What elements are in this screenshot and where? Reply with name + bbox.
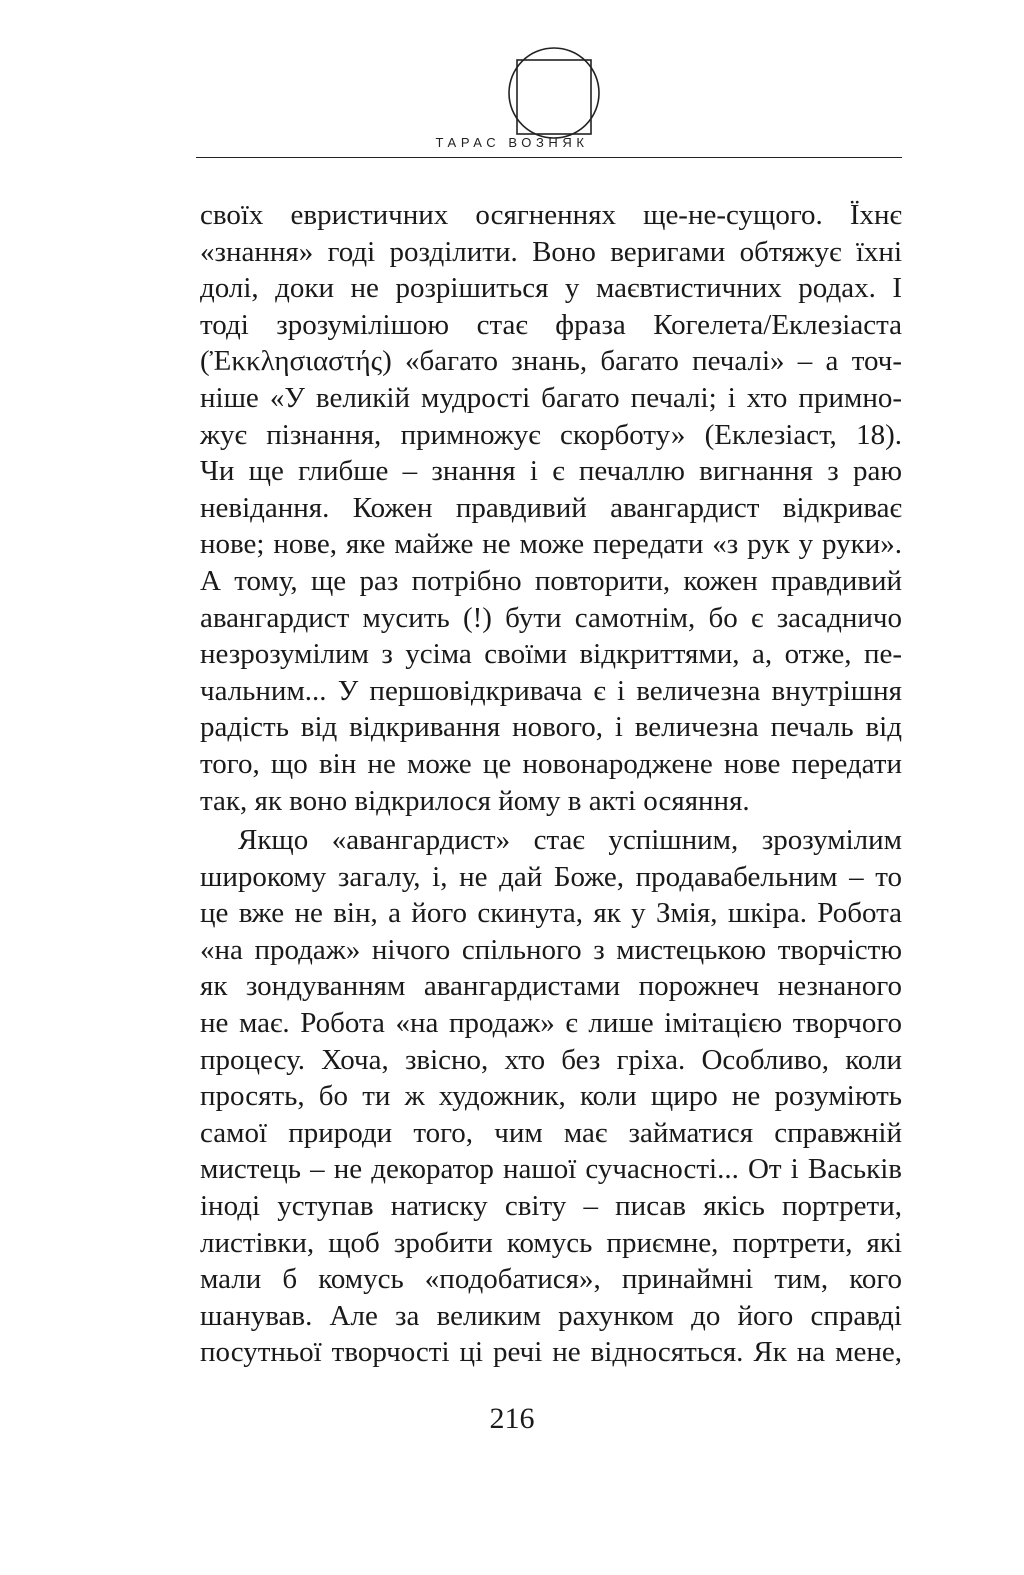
paragraph — [200, 197, 902, 819]
text-line: процесу. Хоча, звісно, хто без гріха. Особливо, коли — [200, 1043, 902, 1076]
text-line: просять, бо ти ж художник, коли щиро не розуміють — [200, 1080, 902, 1113]
text-line: Якщо «авангардист» стає успішним, зрозумілим — [238, 824, 902, 857]
text-line: того, що він не може це новонароджене нове передати — [200, 747, 902, 780]
text-line: радість від відкривання нового, і величезна печаль від — [200, 711, 902, 744]
text-line: це вже не він, а його скинута, як у Змія, шкіра. Робота — [200, 897, 902, 930]
text-line: так, як воно відкрилося йому в акті осяяння. — [200, 784, 750, 817]
text-line: жує пізнання, примножує скорботу» (Еклезіаст, 18). — [200, 418, 902, 451]
text-line: посутньої творчості ці речі не відносяться. Як на мене, — [200, 1336, 902, 1369]
text-line: ніше «У великій мудрості багато печалі; і хто примно- — [200, 381, 902, 414]
text-line: чальним... У першовідкривача є і величезна внутрішня — [200, 674, 902, 707]
circle-square-emblem-icon — [505, 44, 603, 142]
paragraph — [200, 822, 902, 1371]
text-line: долі, доки не розрішиться у маєвтистичних родах. І — [200, 272, 902, 305]
text-line: мали б комусь «подобатися», принаймні тим, кого — [200, 1263, 902, 1296]
page-number: 216 — [489, 1402, 535, 1435]
text-line: «знання» годі розділити. Воно веригами обтяжує їхні — [200, 235, 902, 268]
text-line: не має. Робота «на продаж» є лише імітацією творчого — [200, 1007, 902, 1040]
text-line: самої природи того, чим має займатися справжній — [200, 1116, 902, 1149]
text-line: (Ἐκκλησιαστής) «багато знань, багато печалі» – а точ- — [200, 345, 902, 378]
text-line: мистець – не декоратор нашої сучасності... От і Васьків — [200, 1153, 902, 1186]
text-line: авангардист мусить (!) бути самотнім, бо є засадничо — [200, 601, 902, 634]
header-divider — [196, 157, 902, 158]
running-header-author: ТАРАС ВОЗНЯК — [435, 135, 589, 150]
text-line: тоді зрозумілішою стає фраза Когелета/Еклезіаста — [200, 308, 902, 341]
text-line: нове; нове, яке майже не може передати «з рук у руки». — [200, 528, 902, 561]
main-text — [200, 197, 902, 1371]
text-line: невідання. Кожен правдивий авангардист відкриває — [200, 491, 902, 524]
text-line: шанував. Але за великим рахунком до його справді — [200, 1299, 902, 1332]
text-line: А тому, ще раз потрібно повторити, кожен правдивий — [200, 564, 902, 597]
text-line: листівки, щоб зробити комусь приємне, портрети, які — [200, 1226, 902, 1259]
text-line: як зондуванням авангардистами порожнеч незнаного — [200, 970, 902, 1003]
text-line: іноді уступав натиску світу – писав якісь портрети, — [200, 1190, 902, 1223]
text-line: Чи ще глибше – знання і є печаллю вигнання з раю — [200, 455, 902, 488]
text-line: широкому загалу, і, не дай Боже, продавабельним – то — [200, 860, 902, 893]
text-line: своїх евристичних осягненнях ще-не-сущого. Їхнє — [200, 199, 902, 231]
text-line: незрозумілим з усіма своїми відкриттями, а, отже, пе- — [200, 638, 902, 671]
text-line: «на продаж» нічого спільного з мистецькою творчістю — [200, 933, 902, 966]
